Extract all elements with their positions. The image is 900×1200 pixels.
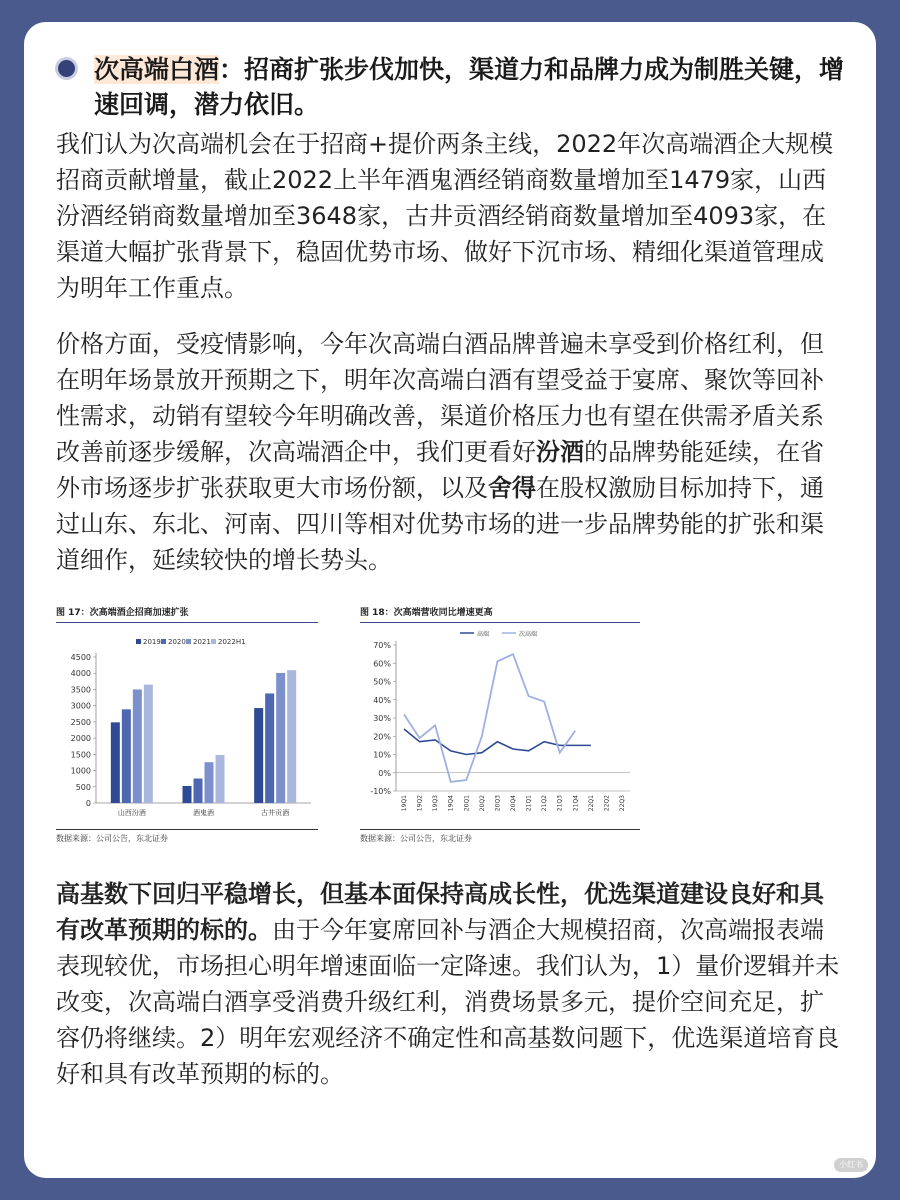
bar — [216, 755, 225, 803]
figure-18-title: 图 18：次高端营收同比增速更高 — [360, 604, 640, 623]
legend-swatch — [136, 639, 141, 644]
figure-18 — [360, 604, 640, 852]
y-tick-label: 50% — [373, 677, 391, 687]
paragraph-3-text: 由于今年宴席回补与酒企大规模招商，次高端报表端表现较优，市场担心明年增速面临一定降速。我们认为，1）量价逻辑并未改变，次高端白酒享受消费升级红利，消费场景多元，提价空间充足，扩容仍将继续。2）明年宏观经济不确定性和高基数问题下，优选渠道培育良好和具有改革预期的标的。 — [56, 916, 840, 1088]
figures-row — [56, 604, 846, 852]
bar — [276, 673, 285, 803]
paragraph-3 — [56, 876, 846, 1092]
heading-highlight: 次高端白酒 — [94, 55, 220, 84]
paragraph-2-part3: 在股权激励目标加持下，通过山东、东北、河南、四川等相对优势市场的进一步品牌势能的扩张和渠道细作，延续较快的增长势头。 — [56, 474, 824, 574]
line-chart-revenue-growth — [360, 623, 640, 823]
x-tick-label: 21Q3 — [556, 795, 564, 812]
y-tick-label: 500 — [75, 782, 91, 792]
paragraph-1: 我们认为次高端机会在于招商+提价两条主线，2022年次高端酒企大规模招商贡献增量，截止2022上半年酒鬼酒经销商数量增加至1479家，山西汾酒经销商数量增加至3648家，古井贡酒经销商数量增加至4093家，在渠道大幅扩张背景下，稳固优势市场、做好下沉市场、精细化渠道管理成为明年工作重点。 — [56, 130, 834, 302]
y-tick-label: 60% — [373, 659, 391, 669]
bullet-dot-icon — [58, 60, 75, 77]
bar — [265, 693, 274, 803]
x-tick-label: 山西汾酒 — [117, 809, 146, 817]
bar — [287, 670, 296, 803]
x-tick-label: 19Q3 — [432, 795, 440, 812]
bar — [144, 685, 153, 803]
x-tick-label: 20Q4 — [510, 795, 517, 812]
bar — [254, 708, 263, 803]
section-heading — [56, 52, 846, 122]
x-tick-label: 22Q3 — [619, 795, 626, 812]
legend-swatch — [161, 639, 166, 644]
figure-17-source: 数据来源：公司公告，东北证券 — [56, 829, 318, 844]
y-tick-label: 4500 — [70, 653, 91, 662]
bar — [205, 762, 214, 803]
y-tick-label: 0 — [85, 799, 91, 808]
y-tick-label: 20% — [373, 732, 391, 742]
legend-label: 高端 — [477, 631, 490, 638]
content-card — [24, 22, 876, 1178]
x-tick-label: 20Q3 — [494, 795, 502, 812]
x-tick-label: 21Q1 — [525, 795, 533, 812]
y-tick-label: 3500 — [70, 685, 91, 695]
legend-label: 2022H1 — [218, 638, 246, 646]
x-tick-label: 19Q1 — [401, 795, 408, 812]
y-tick-label: 1000 — [70, 766, 91, 776]
x-tick-label: 22Q1 — [587, 795, 595, 812]
x-tick-label: 20Q1 — [463, 795, 471, 812]
paragraph-3-bold: 高基数下回归平稳增长，但基本面保持高成长性，优选渠道建设良好和具有改革预期的标的。 — [56, 880, 824, 944]
y-tick-label: 70% — [373, 641, 391, 650]
x-tick-label: 古井贡酒 — [261, 809, 290, 817]
y-tick-label: 30% — [373, 714, 391, 723]
x-tick-label: 21Q4 — [572, 795, 580, 812]
y-tick-label: -10% — [370, 787, 391, 796]
y-tick-label: 3000 — [70, 701, 91, 711]
x-tick-label: 20Q2 — [478, 795, 486, 812]
figure-17 — [56, 604, 318, 852]
x-tick-label: 酒鬼酒 — [193, 809, 214, 817]
y-tick-label: 10% — [373, 750, 391, 760]
y-tick-label: 2000 — [70, 734, 91, 744]
legend-label: 次高端 — [519, 631, 538, 638]
heading-text: ：招商扩张步伐加快，渠道力和品牌力成为制胜关键，增速回调，潜力依旧。 — [94, 55, 845, 119]
x-tick-label: 19Q4 — [447, 795, 455, 812]
figure-17-title: 图 17：次高端酒企招商加速扩张 — [56, 604, 318, 623]
y-tick-label: 40% — [373, 695, 391, 705]
paragraph-2-bold-shede: 舍得 — [488, 474, 536, 502]
paragraph-2-part2: 的品牌势能延续，在省外市场逐步扩张获取更大市场份额，以及 — [56, 438, 824, 502]
x-tick-label: 19Q2 — [416, 795, 424, 812]
bar — [111, 722, 120, 803]
y-tick-label: 4000 — [70, 669, 91, 679]
y-tick-label: 1500 — [70, 750, 91, 760]
legend-label: 2020 — [168, 638, 186, 646]
legend-label: 2019 — [143, 638, 161, 646]
y-tick-label: 0% — [378, 768, 391, 778]
series-line — [404, 654, 575, 782]
bar-chart-dealers — [56, 623, 318, 823]
bar — [194, 779, 203, 803]
legend-swatch — [211, 639, 216, 644]
series-line — [404, 729, 591, 755]
legend-swatch — [186, 639, 191, 644]
paragraph-2-bold-fenjiu: 汾酒 — [536, 438, 584, 466]
x-tick-label: 21Q2 — [541, 795, 549, 812]
x-tick-label: 22Q2 — [603, 795, 611, 812]
watermark-badge: 小红书 — [834, 1158, 868, 1172]
paragraph-2-part1: 价格方面，受疫情影响，今年次高端白酒品牌普遍未享受到价格红利，但在明年场景放开预期之下，明年次高端白酒有望受益于宴席、聚饮等回补性需求，动销有望较今年明确改善，渠道价格压力也有望在供需矛盾关系改善前逐步缓解，次高端酒企中，我们更看好 — [56, 330, 824, 466]
bar — [133, 689, 142, 803]
bar — [183, 786, 192, 803]
paragraph-2 — [56, 326, 846, 578]
bar — [122, 709, 131, 803]
figure-18-source: 数据来源：公司公告，东北证券 — [360, 829, 640, 844]
legend-label: 2021 — [193, 638, 211, 646]
y-tick-label: 2500 — [70, 717, 91, 727]
